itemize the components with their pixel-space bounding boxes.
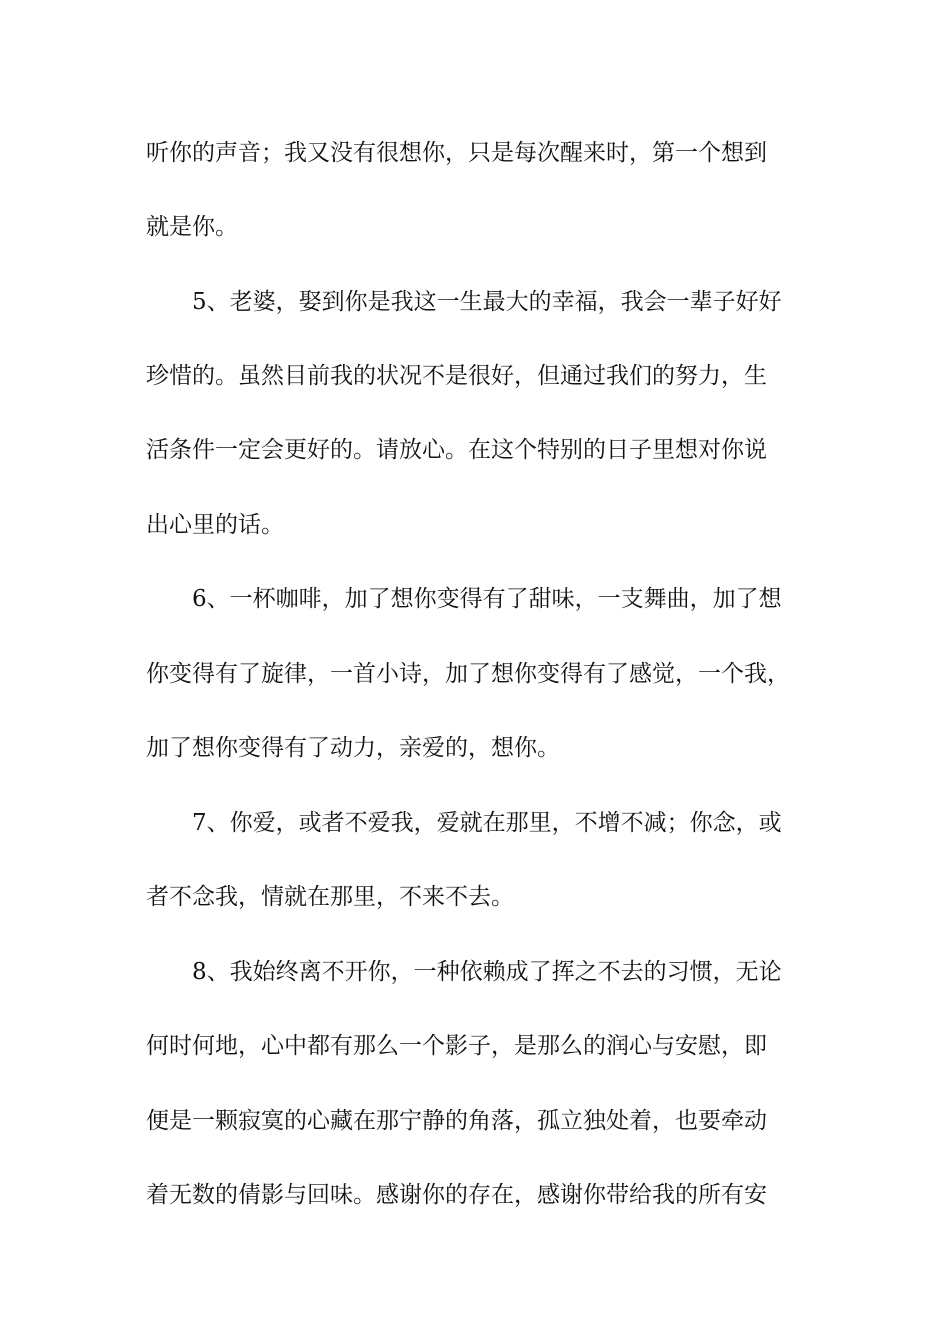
text-line-4: 珍惜的。虽然目前我的状况不是很好，但通过我们的努力，生 xyxy=(146,363,767,389)
text-line-6: 出心里的话。 xyxy=(146,512,284,538)
text-line-7: 6、一杯咖啡，加了想你变得有了甜味，一支舞曲，加了想 xyxy=(146,586,782,612)
text-line-10: 7、你爱，或者不爱我，爱就在那里，不增不减；你念，或 xyxy=(146,810,782,836)
text-line-15: 着无数的倩影与回味。感谢你的存在，感谢你带给我的所有安 xyxy=(146,1182,767,1208)
text-line-9: 加了想你变得有了动力，亲爱的，想你。 xyxy=(146,735,560,761)
text-line-11: 者不念我，情就在那里，不来不去。 xyxy=(146,884,514,910)
text-line-12: 8、我始终离不开你，一种依赖成了挥之不去的习惯，无论 xyxy=(146,959,782,985)
text-line-14: 便是一颗寂寞的心藏在那宁静的角落，孤立独处着，也要牵动 xyxy=(146,1108,767,1134)
text-line-2: 就是你。 xyxy=(146,214,238,240)
text-line-13: 何时何地，心中都有那么一个影子，是那么的润心与安慰，即 xyxy=(146,1033,767,1059)
text-line-1: 听你的声音；我又没有很想你，只是每次醒来时，第一个想到 xyxy=(146,140,767,166)
text-line-8: 你变得有了旋律，一首小诗，加了想你变得有了感觉，一个我， xyxy=(146,661,790,687)
text-line-5: 活条件一定会更好的。请放心。在这个特别的日子里想对你说 xyxy=(146,437,767,463)
text-line-3: 5、老婆，娶到你是我这一生最大的幸福，我会一辈子好好 xyxy=(146,289,782,315)
